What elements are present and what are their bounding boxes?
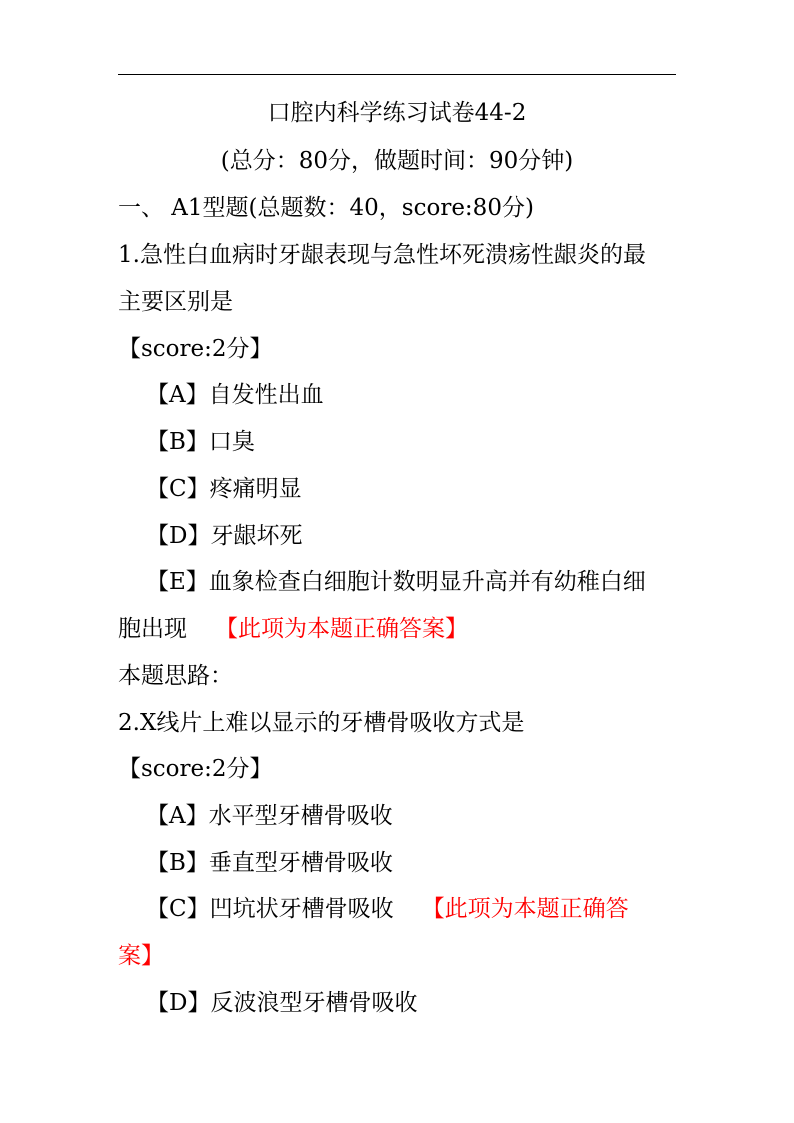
question-1-stem-line1: 1.急性白血病时牙龈表现与急性坏死溃疡性龈炎的最 [118,242,646,268]
question-1-option-a: 【A】自发性出血 [146,382,324,408]
question-1-option-e-text: 胞出现 [118,616,187,642]
question-2-score: 【score:2分】 [118,756,273,782]
question-2-option-a: 【A】水平型牙槽骨吸收 [146,803,393,829]
question-2-correct-mark: 【此项为本题正确答 [421,896,629,922]
question-2-option-d: 【D】反波浪型牙槽骨吸收 [146,990,418,1016]
question-1-option-d: 【D】牙龈坏死 [146,523,303,549]
question-1-option-e-continued [118,614,468,644]
question-1-stem-line2: 主要区别是 [118,289,233,315]
section-heading: 一、 A1型题(总题数：40，score:80分) [118,195,534,221]
question-2-stem: 2.X线片上难以显示的牙槽骨吸收方式是 [118,710,525,736]
question-1-option-c: 【C】疼痛明显 [146,476,302,502]
question-1-option-b: 【B】口臭 [146,429,255,455]
question-1-score: 【score:2分】 [118,336,273,362]
question-2-option-c [146,894,629,924]
question-2-option-b: 【B】垂直型牙槽骨吸收 [146,850,393,876]
question-2-option-c-text: 【C】凹坑状牙槽骨吸收 [146,896,394,922]
header-rule [118,74,676,75]
question-2-correct-mark-continued: 案】 [118,943,164,969]
document-subtitle: (总分：80分，做题时间：90分钟) [220,148,574,174]
document-title: 口腔内科学练习试卷44-2 [267,100,527,126]
question-1-option-e: 【E】血象检查白细胞计数明显升高并有幼稚白细 [146,569,646,595]
question-1-analysis: 本题思路： [118,663,233,689]
question-1-correct-mark: 【此项为本题正确答案】 [215,616,468,642]
